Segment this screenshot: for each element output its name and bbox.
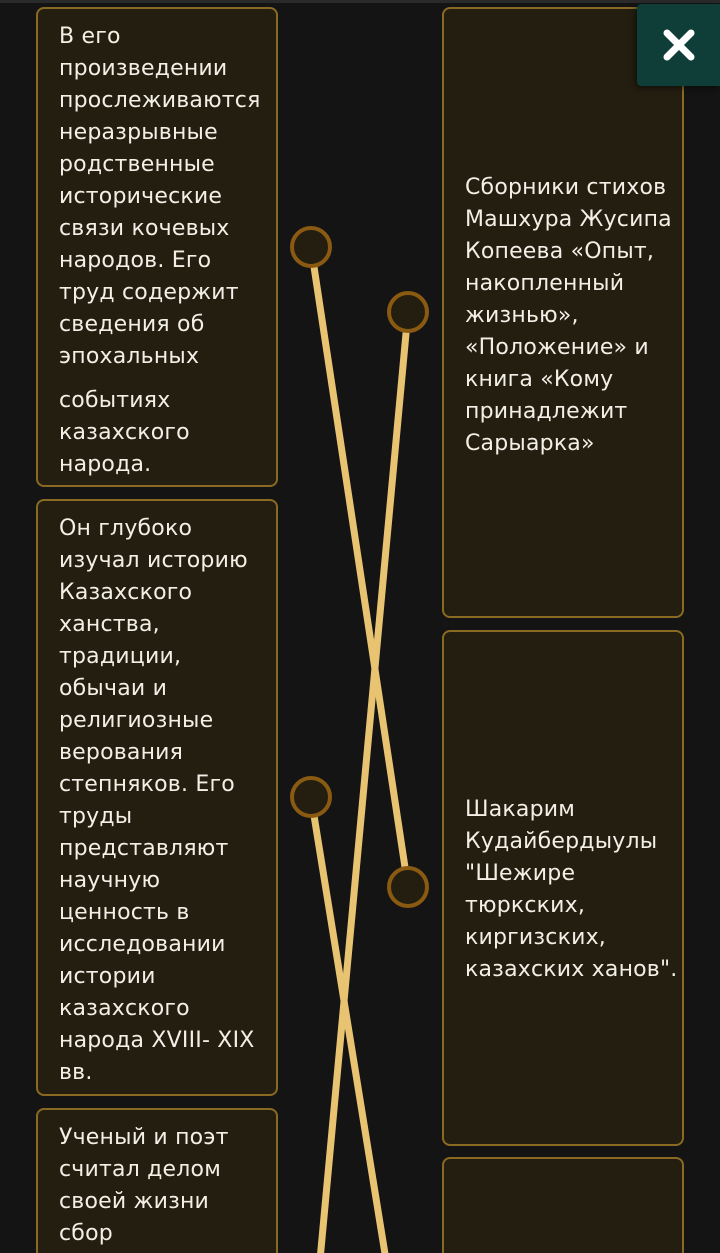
close-button[interactable]: [637, 4, 720, 86]
close-icon: [662, 28, 696, 62]
left-card-2[interactable]: [36, 499, 278, 1096]
top-edge: [0, 0, 720, 3]
left-card-1-text-a: В его произведении прослеживаются неразрывные родственные исторические связи кочевых народов. Его труд содержит сведения об эпохальных: [59, 24, 261, 369]
right-1-connector-dot[interactable]: [389, 293, 427, 331]
left-2-connector-dot[interactable]: [292, 778, 330, 816]
right-card-3[interactable]: [442, 1157, 684, 1253]
right-card-2[interactable]: [442, 630, 684, 1146]
right-card-1-text: Сборники стихов Машхура Жусипа Копеева «Опыт, накопленный жизнью», «Положение» и книга «Кому принадлежит Сарыарка»: [465, 175, 672, 456]
right-2-connector-dot[interactable]: [389, 868, 427, 906]
connector-line[interactable]: [311, 797, 386, 1253]
connector-line[interactable]: [311, 247, 408, 887]
left-card-2-text: Он глубоко изучал историю Казахского ханства, традиции, обычаи и религиозные верования степняков. Его труды представляют научную ценность в исследовании истории казахского народа XVIII- XIX вв.: [59, 516, 255, 1085]
right-card-1[interactable]: [442, 7, 684, 618]
right-card-2-text: Шакарим Кудайбердыулы "Шежире тюркских, киргизских, казахских ханов".: [465, 797, 678, 982]
left-card-3[interactable]: [36, 1108, 278, 1253]
left-card-1[interactable]: [36, 7, 278, 487]
left-card-1-text-b: событиях казахского народа.: [59, 388, 190, 477]
left-card-3-text: Ученый и поэт считал делом своей жизни сбор: [59, 1125, 229, 1246]
connector-line[interactable]: [320, 312, 408, 1253]
left-1-connector-dot[interactable]: [292, 228, 330, 266]
